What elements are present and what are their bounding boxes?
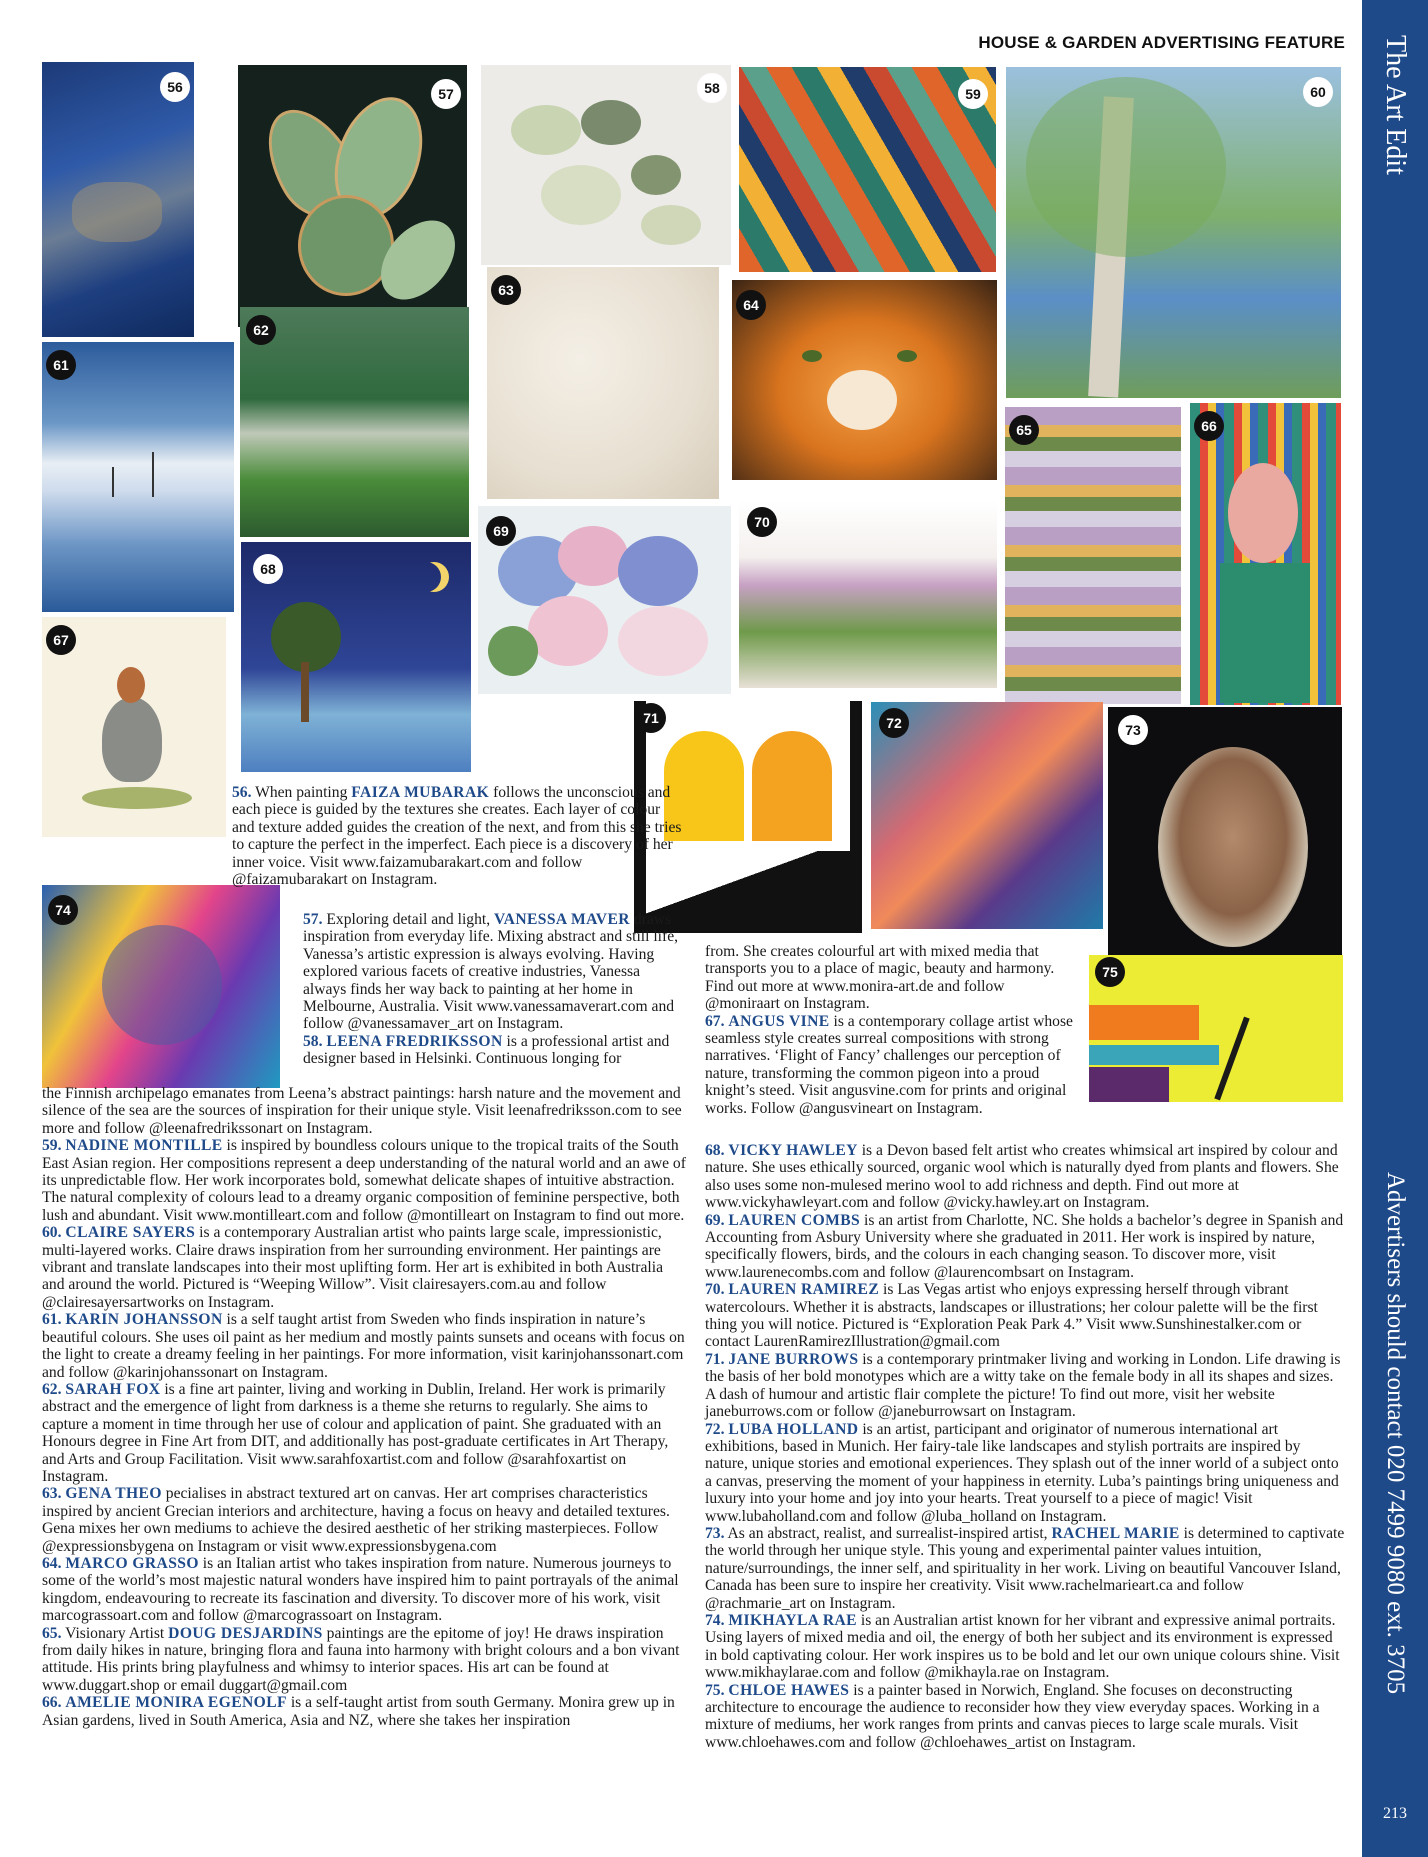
artwork-number-badge: 75: [1095, 957, 1125, 987]
artwork-number-badge: 65: [1009, 415, 1039, 445]
entry-67: 67. ANGUS VINE is a contemporary collage artist whose seamless style creates surreal compositions with strong narratives. ‘Flight of Fancy’ challenges our perception of nature, transforming the common pigeon into a proud knight’s steed. Visit angusvine.com for prints and original works. Follow @angusvineart on Instagram.: [705, 1012, 1073, 1117]
artwork-72: [871, 702, 1103, 929]
artwork-65: [1005, 407, 1181, 704]
artwork-58: [481, 65, 731, 265]
page-number: 213: [1383, 1805, 1407, 1822]
artwork-61: [42, 342, 234, 612]
entry-63: 63. GENA THEO pecialises in abstract textured art on canvas. Her art comprises characteristics inspired by ancient Grecian interiors and architecture, having a focus on heavy and detailed textures. Gena mixes her own mediums to achieve the desired aesthetic of her striking masterpieces. Follow @expressionsbygena on Instagram or visit www.expressionsbygena.com: [42, 1485, 670, 1555]
entry-60: 60. CLAIRE SAYERS is a contemporary Australian artist who paints large scale, impressionistic, multi-layered works. Claire draws inspiration from her surrounding environment. Her paintings are vibrant and translate landscapes into their most uplifting form. Her art is exhibited in both Australia and around the world. Pictured is “Weeping Willow”. Visit clairesayers.com.au and follow @clairesayersartworks on Instagram.: [42, 1224, 664, 1311]
entry-73: 73. As an abstract, realist, and surrealist-inspired artist, RACHEL MARIE is determined to captivate the world through her unique style. This young and experimental painter values intuition, nature/surroundings, the inner self, and spirituality in her work. Living on beautiful Vancouver Island, Canada has been sure to inspire her creativity. Visit www.rachelmarieart.ca and follow @rachmarie_art on Instagram.: [705, 1524, 1345, 1612]
artwork-number-badge: 58: [697, 73, 727, 103]
artwork-60: [1006, 67, 1341, 398]
artwork-73: [1108, 707, 1342, 971]
entry-57: 57. Exploring detail and light, VANESSA MAVER draws inspiration from everyday life. Mixing abstract and still life, Vanessa’s artistic expression is always evolving. Having explored various facets of creative industries, Vanessa always finds her way back to painting at her home in Melbourne, Australia. Visit www.vanessamaverart.com and follow @vanessamaver_art on Instagram.: [303, 911, 679, 1033]
entry-69: 69. LAUREN COMBS is an artist from Charlotte, NC. She holds a bachelor’s degree in Spanish and Accounting from Asbury University where she graduated in 2011. Her work is inspired by nature, specifically flowers, birds, and the colours in each changing season. To discover more, visit www.laurenecombs.com and follow @laurencombsart on Instagram.: [705, 1211, 1344, 1281]
entry-58-continued: the Finnish archipelago emanates from Leena’s abstract paintings: harsh nature and the movement and silence of the sea are the sources of inspiration for their unique style. Visit leenafredriksson.com to see more and follow @leenafredrikssonart on Instagram.: [42, 1085, 682, 1137]
artwork-66: [1190, 403, 1341, 705]
artwork-number-badge: 70: [747, 507, 777, 537]
artwork-59: [739, 67, 996, 272]
text-column-right-top: [705, 943, 1083, 1117]
entry-75: 75. CHLOE HAWES is a painter based in Norwich, England. She focuses on deconstructing architecture to encourage the audience to reconsider how they view everyday spaces. Working in a mixture of mediums, her work ranges from prints and canvas pieces to large scale murals. Visit www.chloehawes.com and follow @chloehawes_artist on Instagram.: [705, 1681, 1320, 1751]
artwork-number-badge: 59: [958, 79, 988, 109]
artwork-69: [478, 506, 731, 694]
artwork-63: [487, 267, 719, 499]
artwork-number-badge: 66: [1194, 411, 1224, 441]
entry-66-continued: from. She creates colourful art with mixed media that transports you to a place of magic, beauty and harmony. Find out more at www.monira-art.de and follow @moniraart on Instagram.: [705, 943, 1055, 1013]
artwork-number-badge: 74: [48, 895, 78, 925]
entry-65: 65. Visionary Artist DOUG DESJARDINS paintings are the epitome of joy! He draws inspiration from daily hikes in nature, bringing flora and fauna into harmony with bright colours and a bon vivant attitude. His prints bring playfulness and whimsy to interior spaces. His art can be found at www.duggart.shop or email duggart@gmail.com: [42, 1624, 680, 1694]
entry-74: 74. MIKHAYLA RAE is an Australian artist known for her vibrant and expressive animal portraits. Using layers of mixed media and oil, the energy of both her subject and its environment is expressed in bold captivating colour. Her work inspires us to be bold and let our own unique colours shine. Visit www.mikhaylarae.com and follow @mikhayla.rae on Instagram.: [705, 1611, 1340, 1682]
artwork-74: [42, 885, 280, 1088]
entry-59: 59. NADINE MONTILLE is inspired by boundless colours unique to the tropical traits of the South East Asian region. Her compositions represent a deep understanding of the natural world and an awe of its unpredictable flow. Her work incorporates bold, somewhat delicate shapes of intuitive abstraction. The natural complexity of colours lead to a dreamy organic composition of feminine perspective, both lush and abundant. Visit www.montilleart.com and follow @montilleart on Instagram to find out more.: [42, 1137, 686, 1224]
artwork-number-badge: 57: [431, 79, 461, 109]
artwork-number-badge: 73: [1118, 715, 1148, 745]
entry-64: 64. MARCO GRASSO is an Italian artist who takes inspiration from nature. Numerous journeys to some of the world’s most majestic natural wonders have inspired him to paint portrayals of the animal kingdom, endeavouring to recreate its fascination and diversity. To discover more of his work, visit marcograssoart.com and follow @marcograssoart on Instagram.: [42, 1554, 679, 1625]
artwork-number-badge: 64: [736, 290, 766, 320]
entry-68: 68. VICKY HAWLEY is a Devon based felt artist who creates whimsical art inspired by colour and nature. She uses ethically sourced, organic wool which is naturally dyed from plants and flowers. She also uses some non-mulesed merino wool to add richness and depth. Find out more at www.vickyhawleyart.com and follow @vicky.hawley.art on Instagram.: [705, 1142, 1339, 1212]
artwork-number-badge: 68: [253, 554, 283, 584]
artwork-number-badge: 72: [879, 708, 909, 738]
artwork-number-badge: 63: [491, 275, 521, 305]
artwork-number-badge: 67: [46, 625, 76, 655]
artwork-number-badge: 71: [636, 703, 666, 733]
text-column-left: [42, 1085, 686, 1729]
artwork-64: [732, 280, 997, 480]
entry-72: 72. LUBA HOLLAND is an artist, participant and originator of numerous international art exhibitions, based in Munich. Her fairy-tale like landscapes and stylish portraits are inspired by nature, unique stories and emotional experiences. They splash out of the inner world of a subject onto a canvas, preserving the moment of your happiness in eternity. Luba’s paintings bring uniqueness and luxury into your home and joy into your hearts. Treat yourself to a piece of magic! Visit www.lubaholland.com and follow @luba_holland on Instagram.: [705, 1420, 1339, 1525]
entry-71: 71. JANE BURROWS is a contemporary printmaker living and working in London. Life drawing is the basis of her bold monotypes which are a witty take on the female body in all its shapes and sizes. A dash of humour and artistic flair complete the picture! To find out more, visit her website janeburrows.com or follow @janeburrowsart on Instagram.: [705, 1350, 1341, 1421]
artwork-67: [42, 617, 226, 837]
entry-66: 66. AMELIE MONIRA EGENOLF is a self-taught artist from south Germany. Monira grew up in Asian gardens, lived in South America, Asia and NZ, where she takes her inspiration: [42, 1694, 675, 1729]
sidebar-title: The Art Edit: [1380, 35, 1411, 175]
artwork-75: [1089, 955, 1343, 1102]
artwork-number-badge: 62: [246, 315, 276, 345]
entry-56: 56. When painting FAIZA MUBARAK follows the unconscious and each piece is guided by the textures she creates. Each layer of colour and texture added guides the creation of the next, and from this she tries to capture the perfect in the imperfect. Each piece is a discovery of her inner voice. Visit www.faizamubarakart.com and follow @faizamubarakart on Instagram.: [232, 784, 682, 889]
artwork-number-badge: 60: [1303, 77, 1333, 107]
artwork-number-badge: 69: [486, 516, 516, 546]
entry-61: 61. KARIN JOHANSSON is a self taught artist from Sweden who finds inspiration in nature’s beautiful colours. She uses oil paint as her medium and mostly paints sunsets and oceans with focus on the light to create a dreamy feeling in her paintings. For more information, visit karinjohanssonart.com and follow @karinjohanssonart on Instagram.: [42, 1311, 685, 1381]
entry-62: 62. SARAH FOX is a fine art painter, living and working in Dublin, Ireland. Her work is primarily abstract and the emergence of light from darkness is a theme she returns to regularly. She aims to capture a moment in time through her use of colour and application of paint. She graduated with an Honours degree in Fine Art from DIT, and additionally has post-graduate certificates in Art Therapy, and Arts and Group Facilitation. Visit www.sarahfoxartist.com and follow @sarahfoxartist on Instagram.: [42, 1380, 669, 1485]
artwork-57: [238, 65, 467, 327]
artwork-56: [42, 62, 194, 337]
text-column-left-top: [232, 784, 686, 888]
artwork-68: [241, 542, 471, 772]
entry-70: 70. LAUREN RAMIREZ is Las Vegas artist who enjoys expressing herself through vibrant watercolours. Whether it is abstracts, landscapes or illustrations; her colour palette will be the first thing you will notice. Pictured is “Exploration Peak Park 4.” Visit www.Sunshinestalker.com or contact LaurenRamirezIllustration@gmail.com: [705, 1281, 1318, 1351]
artwork-70: [739, 501, 997, 688]
feature-header: HOUSE & GARDEN ADVERTISING FEATURE: [978, 33, 1345, 52]
artwork-number-badge: 61: [46, 350, 76, 380]
text-column-right: [705, 1142, 1346, 1751]
sidebar-contact: Advertisers should contact 020 7499 9080 ext. 3705: [1382, 1172, 1409, 1695]
artwork-number-badge: 56: [160, 72, 190, 102]
entry-58: 58. LEENA FREDRIKSSON is a professional artist and designer based in Helsinki. Continuous longing for: [303, 1032, 670, 1068]
text-column-left-mid: [303, 911, 686, 1068]
artwork-62: [240, 307, 469, 537]
